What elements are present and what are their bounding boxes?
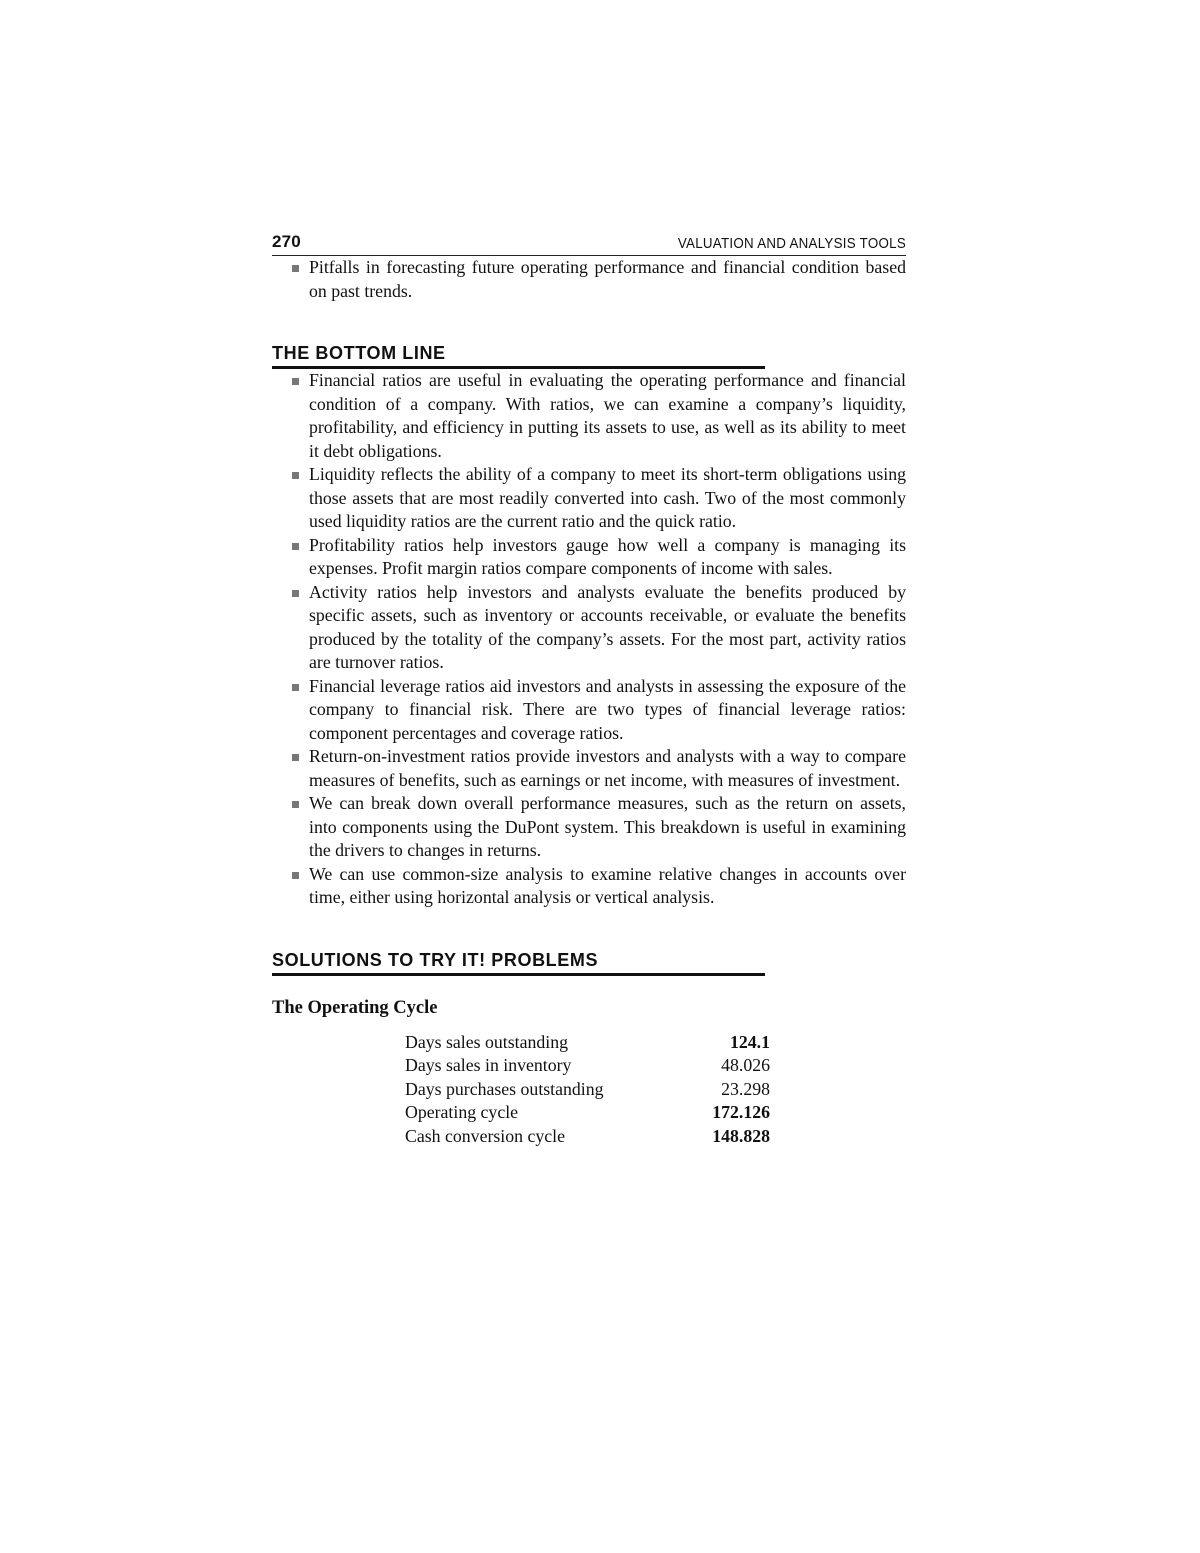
list-item bbox=[272, 745, 906, 792]
list-item bbox=[272, 463, 906, 534]
bullet-text: Financial leverage ratios aid investors and analysts in assessing the exposure of the company to financial risk. There are two types of financial leverage ratios: component percentages and coverage ratios. bbox=[309, 675, 906, 743]
row-label: Days sales in inventory bbox=[405, 1055, 572, 1075]
row-value: 124.1 bbox=[729, 1031, 770, 1052]
subheading-operating-cycle: The Operating Cycle bbox=[272, 997, 438, 1018]
bottom-line-bullet-list bbox=[272, 369, 906, 910]
document-page bbox=[272, 230, 906, 1148]
list-item bbox=[272, 863, 906, 910]
square-bullet-icon bbox=[292, 801, 299, 808]
square-bullet-icon bbox=[292, 754, 299, 761]
table-row bbox=[405, 1101, 770, 1125]
square-bullet-icon bbox=[292, 872, 299, 879]
intro-bullet-list bbox=[272, 256, 906, 303]
row-label: Operating cycle bbox=[405, 1102, 519, 1122]
list-item bbox=[272, 369, 906, 463]
row-label: Days sales outstanding bbox=[405, 1031, 568, 1052]
list-item bbox=[272, 792, 906, 863]
bullet-text: Pitfalls in forecasting future operating performance and financial condition based on past trends. bbox=[309, 257, 906, 301]
table-row bbox=[405, 1125, 770, 1149]
bullet-text: Activity ratios help investors and analysts evaluate the benefits produced by specific assets, such as inventory or accounts receivable, or evaluate the benefits produced by the totality of the company’s assets. For the most part, activity ratios are turnover ratios. bbox=[309, 581, 906, 672]
row-value: 48.026 bbox=[721, 1055, 770, 1075]
section-heading-solutions: SOLUTIONS TO TRY IT! PROBLEMS bbox=[272, 950, 765, 976]
square-bullet-icon bbox=[292, 543, 299, 550]
square-bullet-icon bbox=[292, 684, 299, 691]
bullet-text: Return-on-investment ratios provide investors and analysts with a way to compare measures of benefits, such as earnings or net income, with measures of investment. bbox=[309, 746, 906, 790]
table-row bbox=[405, 1031, 770, 1055]
bullet-text: Liquidity reflects the ability of a company to meet its short-term obligations using those assets that are most readily converted into cash. Two of the most commonly used liquidity ratios are the current ratio and the quick ratio. bbox=[309, 464, 906, 531]
list-item bbox=[272, 534, 906, 581]
square-bullet-icon bbox=[292, 590, 299, 597]
row-value: 23.298 bbox=[721, 1078, 770, 1099]
bullet-text: Profitability ratios help investors gauge how well a company is managing its expenses. Profit margin ratios compare components of income with sales. bbox=[309, 534, 906, 578]
page-number: 270 bbox=[272, 232, 301, 251]
bullet-text: We can break down overall performance measures, such as the return on assets, into components using the DuPont system. This breakdown is useful in examining the drivers to changes in returns. bbox=[309, 793, 906, 860]
row-label: Cash conversion cycle bbox=[405, 1125, 565, 1146]
table-row bbox=[405, 1078, 770, 1102]
bullet-text: We can use common-size analysis to examine relative changes in accounts over time, either using horizontal analysis or vertical analysis. bbox=[309, 863, 906, 907]
square-bullet-icon bbox=[292, 378, 299, 385]
section-heading-bottom-line: THE BOTTOM LINE bbox=[272, 343, 765, 369]
row-value: 148.828 bbox=[712, 1125, 770, 1146]
running-header bbox=[272, 230, 906, 256]
table-row bbox=[405, 1054, 770, 1078]
operating-cycle-table bbox=[405, 1031, 770, 1149]
list-item bbox=[272, 581, 906, 675]
bullet-text: Financial ratios are useful in evaluating the operating performance and financial condition of a company. With ratios, we can examine a company’s liquidity, profitability, and efficiency in putting its assets to use, as well as its ability to meet it debt obligations. bbox=[309, 370, 906, 461]
list-item bbox=[272, 675, 906, 746]
square-bullet-icon bbox=[292, 472, 299, 479]
row-value: 172.126 bbox=[712, 1102, 770, 1122]
row-label: Days purchases outstanding bbox=[405, 1078, 604, 1099]
chapter-title: VALUATION AND ANALYSIS TOOLS bbox=[677, 236, 906, 252]
list-item bbox=[272, 256, 906, 303]
square-bullet-icon bbox=[292, 265, 299, 272]
